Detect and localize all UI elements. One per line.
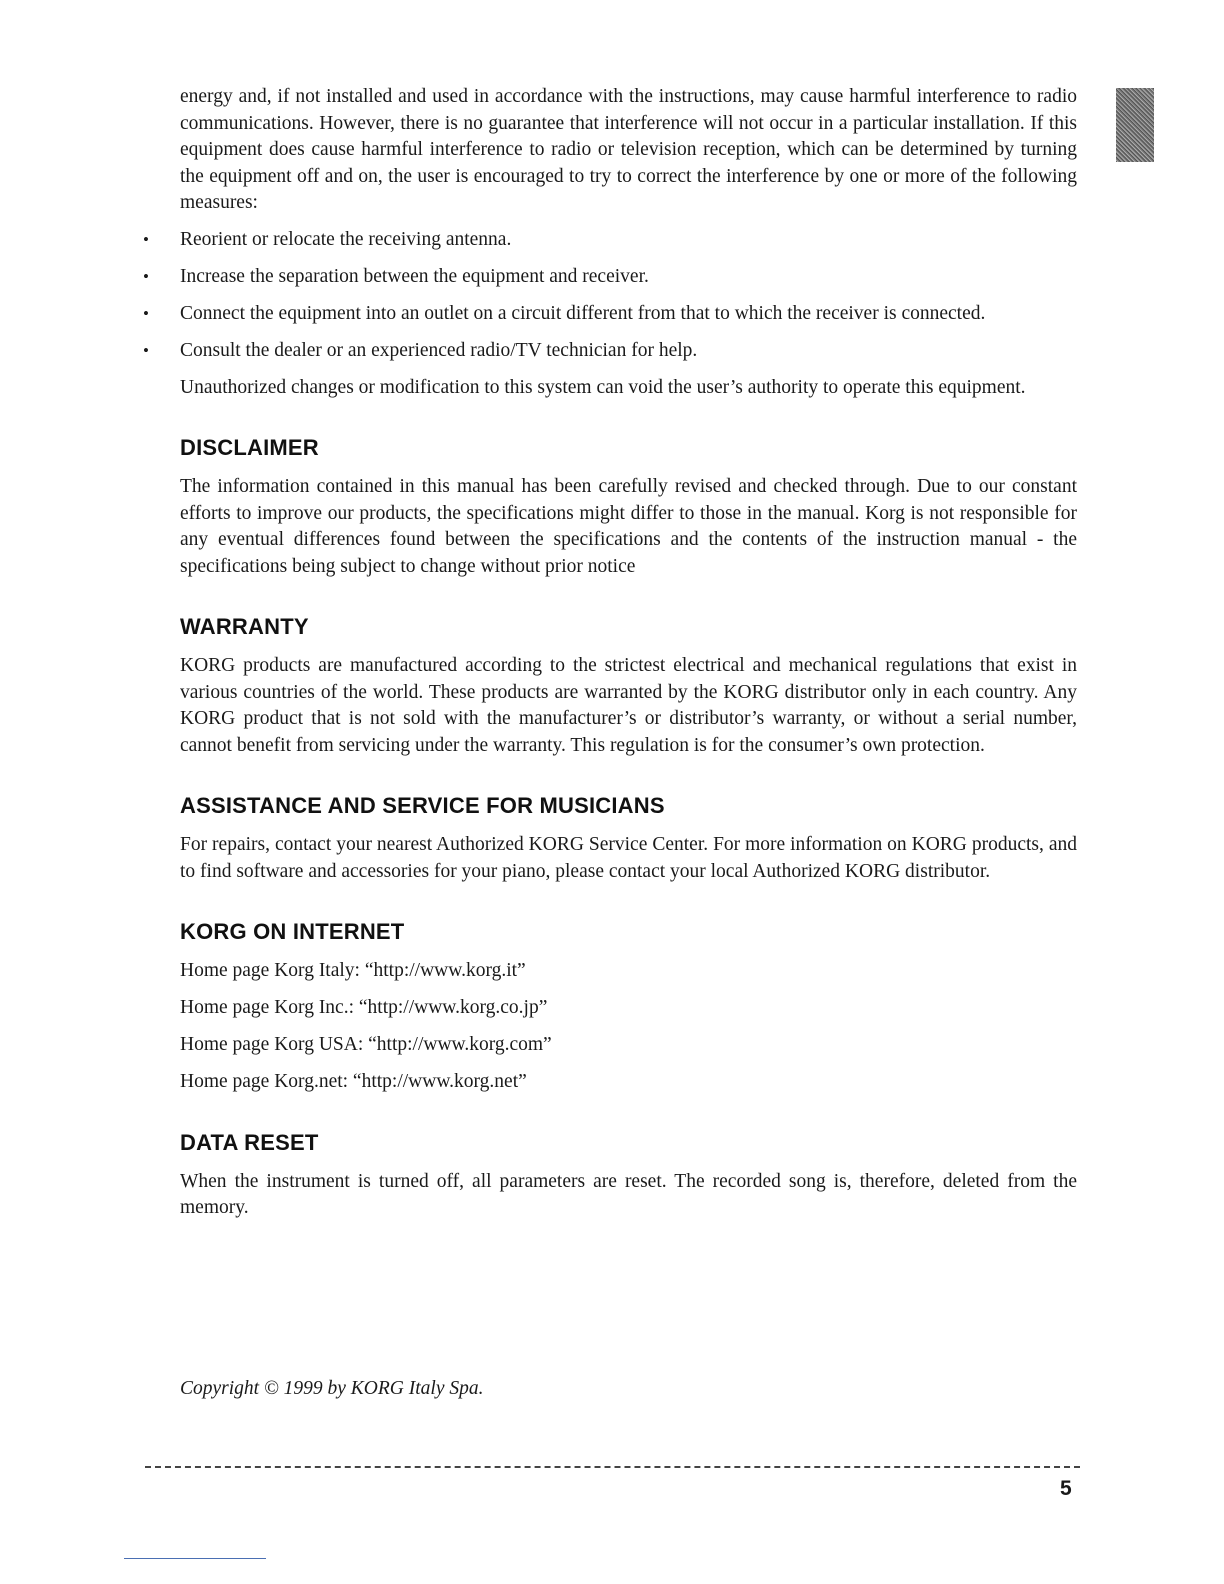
list-item: • Reorient or relocate the receiving antenna. xyxy=(180,227,1077,254)
warranty-heading: WARRANTY xyxy=(180,614,309,639)
warranty-paragraph: KORG products are manufactured according to the strictest electrical and mechanical regulations that exist in various countries of the world. These products are warranted by the KORG distributor only in each country. Any KORG product that is not sold with the manufacturer’s or distributor’s warranty, or without a serial number, cannot benefit from servicing under the warranty. This regulation is for the consumer’s own protection. xyxy=(180,655,1077,756)
homepage-item: Home page Korg Inc.: “http://www.korg.co.jp” xyxy=(180,997,548,1018)
page-content xyxy=(180,84,1077,1222)
interference-paragraph: energy and, if not installed and used in accordance with the instructions, may cause harmful interference to radio communications. However, there is no guarantee that interference will not occur in a particular installation. If this equipment does cause harmful interference to radio or television reception, which can be determined by turning the equipment off and on, the user is encouraged to try to correct the interference by one or more of the following measures: xyxy=(180,86,1077,213)
internet-heading: KORG ON INTERNET xyxy=(180,919,405,944)
disclaimer-heading: DISCLAIMER xyxy=(180,435,319,460)
bottom-rule xyxy=(124,1558,266,1559)
list-item: • Increase the separation between the equipment and receiver. xyxy=(180,264,1077,291)
homepage-item: Home page Korg.net: “http://www.korg.net” xyxy=(180,1071,527,1092)
data-reset-paragraph: When the instrument is turned off, all parameters are reset. The recorded song is, therefore, deleted from the memory. xyxy=(180,1170,1077,1218)
assistance-paragraph: For repairs, contact your nearest Authorized KORG Service Center. For more information on KORG products, and to find software and accessories for your piano, please contact your local Authorized KORG distributor. xyxy=(180,834,1077,882)
homepage-list xyxy=(180,958,1077,1096)
measures-list xyxy=(180,227,1077,365)
section-thumb-tab xyxy=(1116,88,1154,162)
data-reset-heading: DATA RESET xyxy=(180,1129,319,1155)
disclaimer-paragraph: The information contained in this manual has been carefully revised and checked through. Due to our constant efforts to improve our products, the specifications might differ to those in the manual. Korg is not responsible for any eventual differences found between the specifications and the contents of the instruction manual - the specifications being subject to change without prior notice xyxy=(180,476,1077,577)
unauthorized-paragraph: Unauthorized changes or modification to this system can void the user’s authority to operate this equipment. xyxy=(180,376,1026,398)
copyright-notice: Copyright © 1999 by KORG Italy Spa. xyxy=(180,1378,484,1399)
page-number: 5 xyxy=(1060,1477,1072,1500)
homepage-item: Home page Korg Italy: “http://www.korg.it” xyxy=(180,960,526,981)
list-item: • Consult the dealer or an experienced radio/TV technician for help. xyxy=(180,338,1077,365)
assistance-heading: ASSISTANCE AND SERVICE FOR MUSICIANS xyxy=(180,793,665,818)
homepage-item: Home page Korg USA: “http://www.korg.com” xyxy=(180,1034,552,1055)
list-item: • Connect the equipment into an outlet on a circuit different from that to which the receiver is connected. xyxy=(180,301,1077,328)
footer-divider xyxy=(145,1466,1080,1468)
